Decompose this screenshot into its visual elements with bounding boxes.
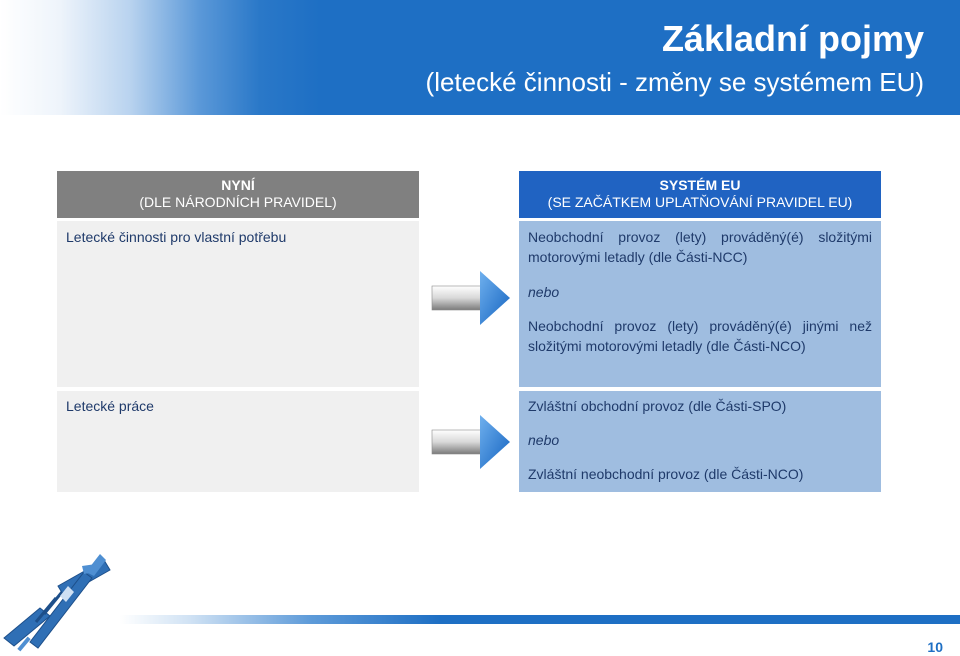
left-row-label: Letecké práce xyxy=(66,398,154,414)
footer-bar xyxy=(120,615,960,624)
slide-subtitle: (letecké činnosti - změny se systémem EU) xyxy=(425,67,924,97)
right-arrow-icon xyxy=(430,414,512,470)
left-column-header xyxy=(57,171,419,218)
right-header-subtitle: (SE ZAČÁTKEM UPLATŇOVÁNÍ PRAVIDEL EU) xyxy=(547,194,853,210)
right-column-header xyxy=(519,171,881,218)
right-row-text-nco-specialised: Zvláštní neobchodní provoz (dle Části-NCO) xyxy=(528,466,804,482)
right-row-text-nco: Neobchodní provoz (lety) prováděný(é) jinými než složitými motorovými letadly (dle Části-NCO) xyxy=(528,318,872,354)
right-header-title: SYSTÉM EU xyxy=(659,177,741,193)
left-row-label: Letecké činnosti pro vlastní potřebu xyxy=(66,229,287,245)
right-row-separator: nebo xyxy=(528,284,560,300)
right-row-non-commercial xyxy=(519,221,881,387)
right-row-separator: nebo xyxy=(528,432,560,448)
left-row-own-use xyxy=(57,221,419,387)
right-row-text-ncc: Neobchodní provoz (lety) prováděný(é) složitými motorovými letadly (dle Části-NCC) xyxy=(528,229,872,265)
left-header-subtitle: (DLE NÁRODNÍCH PRAVIDEL) xyxy=(139,194,337,210)
right-row-text-spo: Zvláštní obchodní provoz (dle Části-SPO) xyxy=(528,398,787,414)
right-row-specialised xyxy=(519,391,881,492)
slide-title: Základní pojmy xyxy=(661,18,924,59)
biplane-icon xyxy=(0,552,120,656)
page-number: 10 xyxy=(927,639,943,655)
title-banner xyxy=(0,0,960,115)
left-header-title: NYNÍ xyxy=(221,177,255,193)
left-row-aerial-work xyxy=(57,391,419,492)
right-arrow-icon xyxy=(430,270,512,326)
